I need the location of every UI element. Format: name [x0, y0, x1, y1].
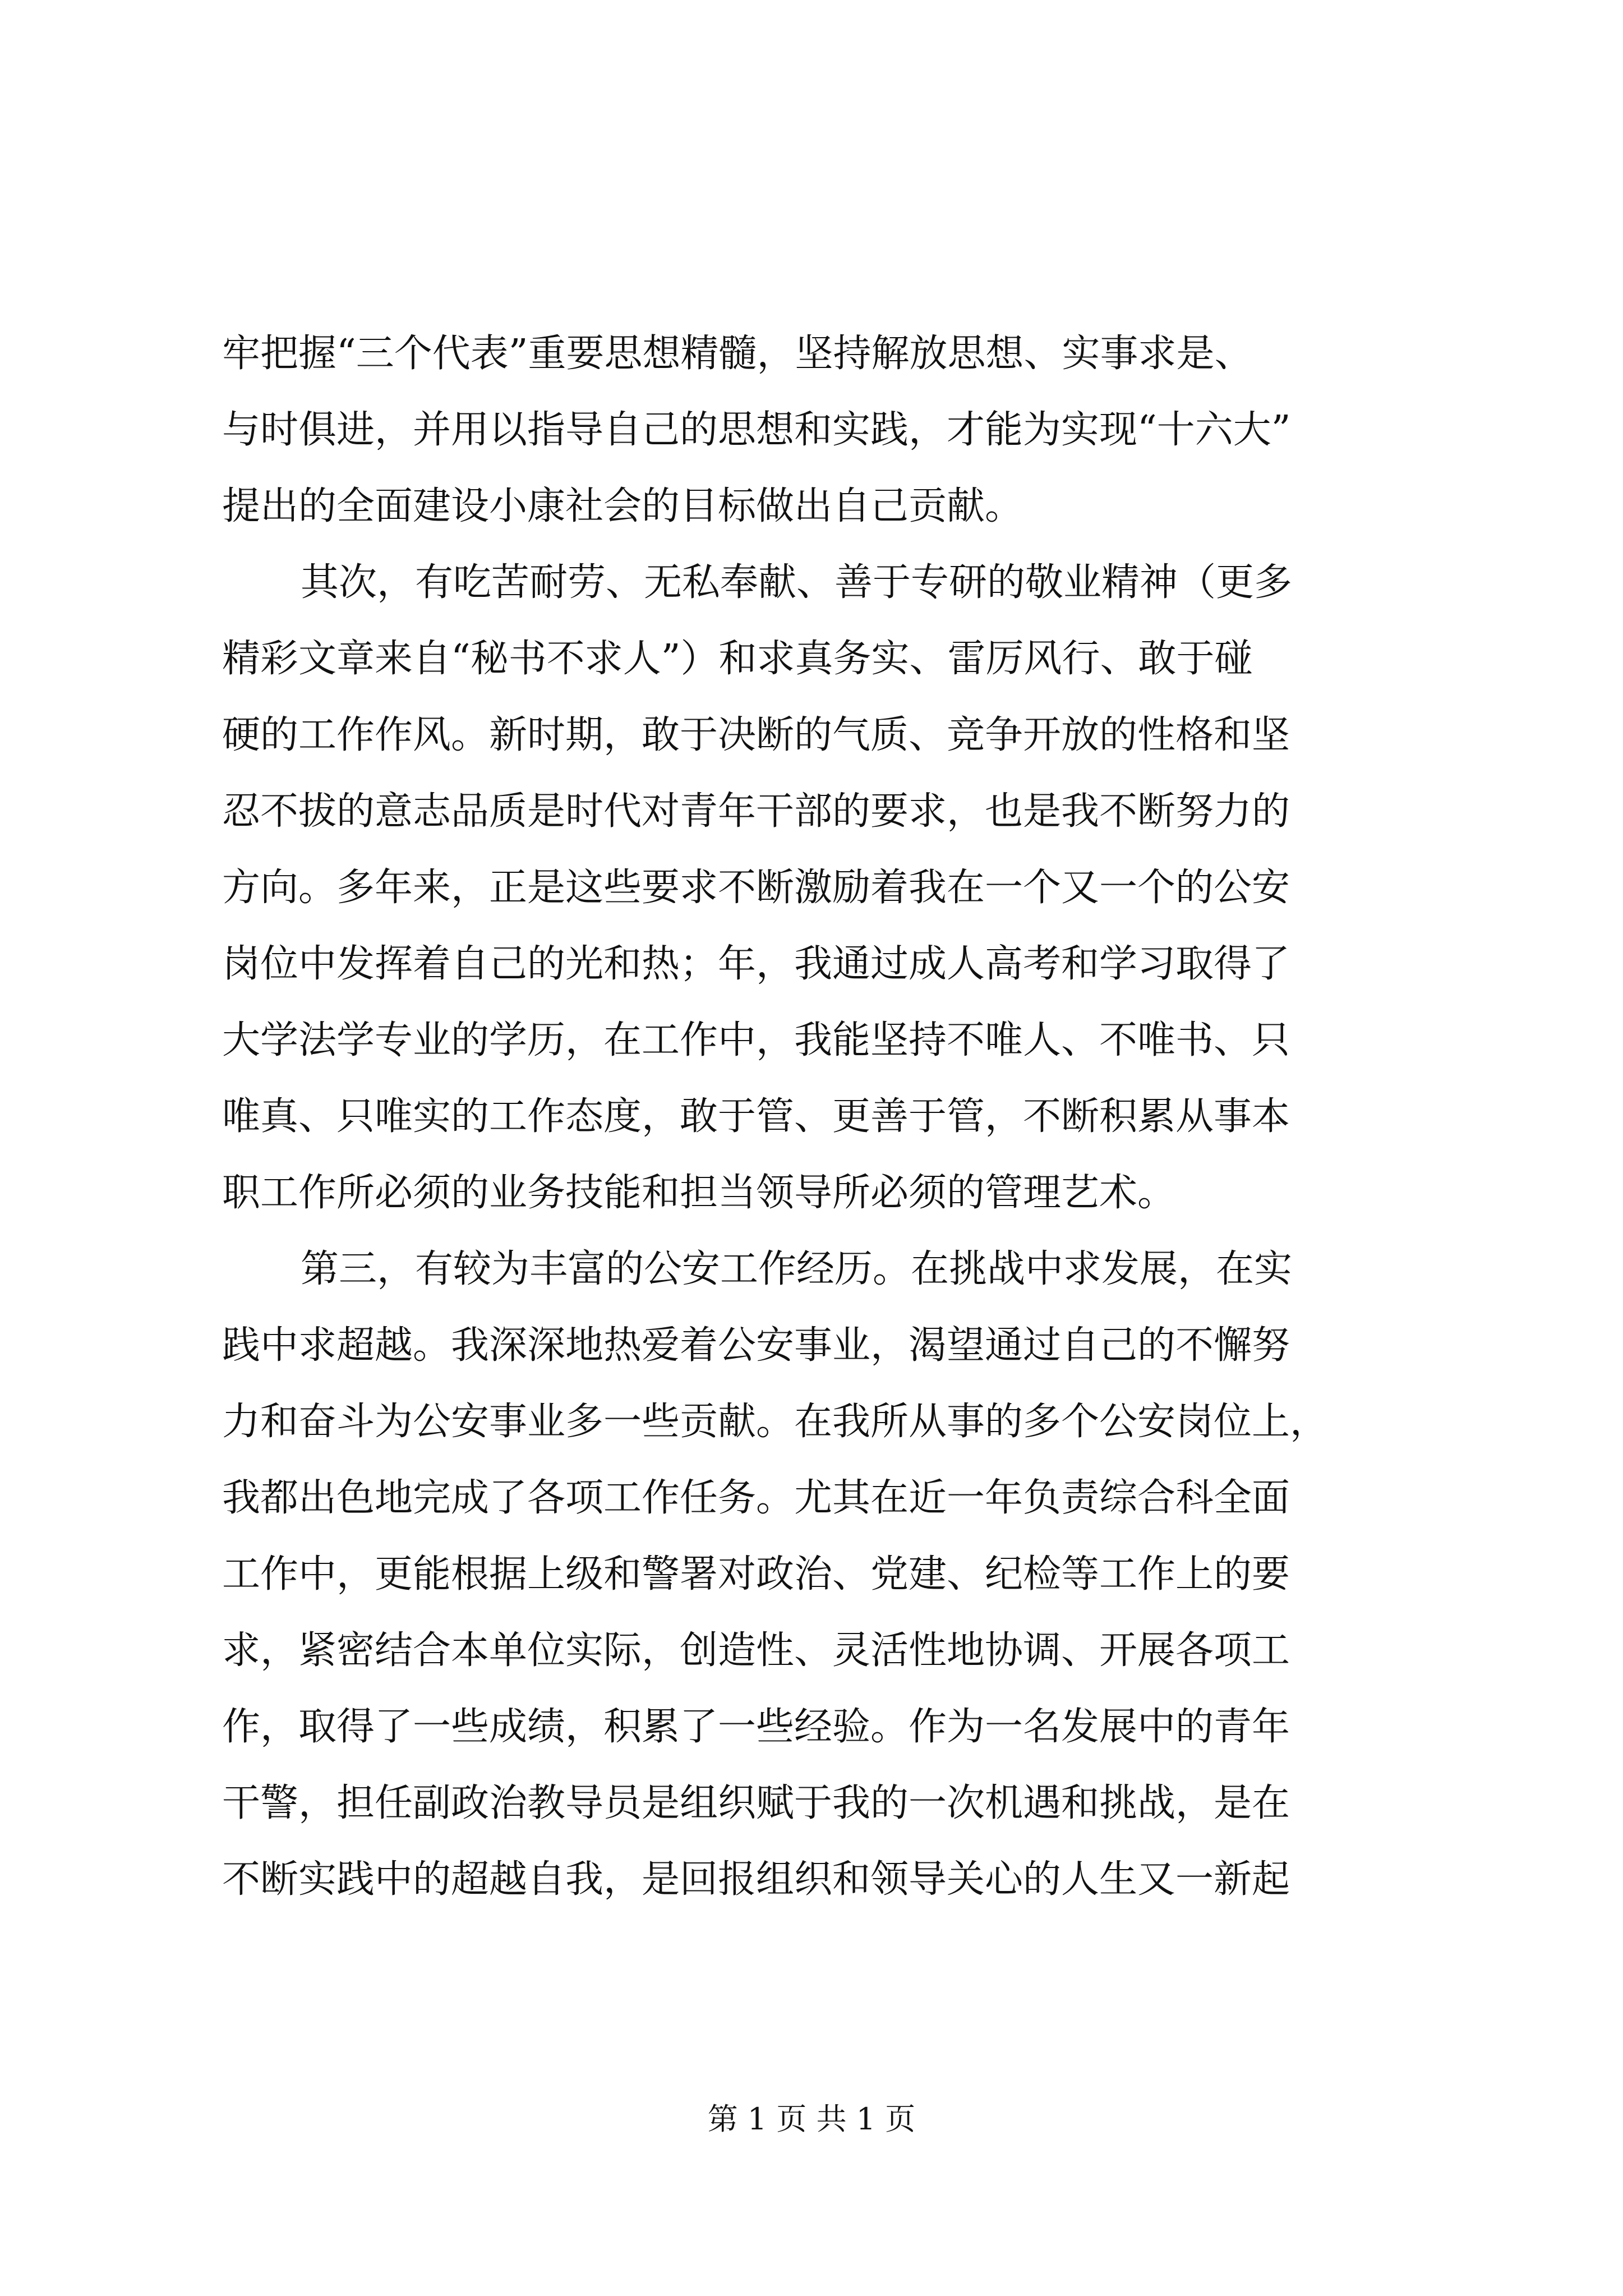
text-line: 我都出色地完成了各项工作任务。尤其在近一年负责综合科全面 — [222, 1476, 1290, 1520]
text-line: 职工作所必须的业务技能和担当领导所必须的管理艺术。 — [222, 1171, 1176, 1215]
paragraph-first-line: 其次，有吃苦耐劳、无私奉献、善于专研的敬业精神（更多 — [301, 560, 1293, 605]
text-line: 作，取得了一些成绩，积累了一些经验。作为一名发展中的青年 — [222, 1705, 1290, 1749]
text-line: 与时俱进，并用以指导自己的思想和实践，才能为实现“十六大” — [222, 408, 1291, 452]
text-line: 不断实践中的超越自我，是回报组织和领导关心的人生又一新起 — [222, 1857, 1290, 1902]
text-line: 干警，担任副政治教导员是组织赋于我的一次机遇和挑战，是在 — [222, 1781, 1290, 1825]
text-line: 求，紧密结合本单位实际，创造性、灵活性地协调、开展各项工 — [222, 1628, 1290, 1673]
text-line: 力和奋斗为公安事业多一些贡献。在我所从事的多个公安岗位上， — [222, 1400, 1329, 1444]
text-line: 工作中，更能根据上级和警署对政治、党建、纪检等工作上的要 — [222, 1552, 1290, 1596]
text-line: 方向。多年来，正是这些要求不断激励着我在一个又一个的公安 — [222, 866, 1290, 910]
text-line: 唯真、只唯实的工作态度，敢于管、更善于管，不断积累从事本 — [222, 1094, 1290, 1139]
paragraph-first-line: 第三，有较为丰富的公安工作经历。在挑战中求发展，在实 — [301, 1247, 1293, 1291]
page-footer: 第 1 页 共 1 页 — [707, 2101, 916, 2137]
text-line: 忍不拔的意志品质是时代对青年干部的要求，也是我不断努力的 — [222, 789, 1290, 834]
text-line: 践中求超越。我深深地热爱着公安事业，渴望通过自己的不懈努 — [222, 1323, 1290, 1368]
text-line: 精彩文章来自“秘书不求人”）和求真务实、雷厉风行、敢于碰 — [222, 637, 1253, 681]
text-line: 岗位中发挥着自己的光和热；年，我通过成人高考和学习取得了 — [222, 942, 1290, 986]
text-line: 牢把握“三个代表”重要思想精髓，坚持解放思想、实事求是、 — [222, 332, 1253, 376]
text-line: 提出的全面建设小康社会的目标做出自己贡献。 — [222, 484, 1023, 528]
text-line: 硬的工作作风。新时期，敢于决断的气质、竞争开放的性格和坚 — [222, 713, 1290, 757]
text-line: 大学法学专业的学历，在工作中，我能坚持不唯人、不唯书、只 — [222, 1018, 1290, 1062]
